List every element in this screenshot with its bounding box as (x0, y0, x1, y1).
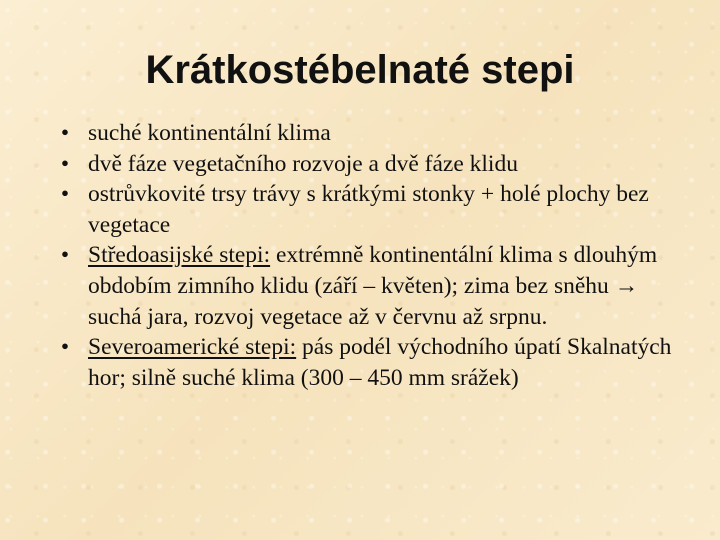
bullet-dot: • (60, 334, 70, 361)
bullet-item (56, 332, 676, 393)
bullet-text: pás podél východního úpatí Skalnatých hor; silně suché klima (300 – 450 mm srážek) (88, 334, 672, 391)
bullet-dot: • (60, 150, 70, 177)
slide-title: Krátkostébelnaté stepi (145, 48, 575, 92)
bullet-lead-underlined: Severoamerické stepi: (88, 334, 297, 361)
bullet-text: extrémně kontinentální klima s dlouhým obdobím zimního klidu (září – květen); zima bez sněhu → suchá jara, rozvoj vegetace až v červnu až srpnu. (88, 242, 658, 330)
bullet-dot: • (60, 242, 70, 269)
bullet-text: ostrůvkovité trsy trávy s krátkými stonky + holé plochy bez vegetace (88, 181, 649, 238)
bullet-lead-underlined: Středoasijské stepi: (88, 242, 271, 269)
bullet-text: suché kontinentální klima (88, 120, 331, 146)
bullet-item (56, 118, 676, 149)
bullet-item (56, 149, 676, 180)
bullet-item (56, 179, 676, 240)
bullet-dot: • (60, 181, 70, 208)
bullet-dot: • (60, 120, 70, 146)
bullet-list (56, 118, 676, 393)
bullet-item (56, 240, 676, 332)
bullet-text: dvě fáze vegetačního rozvoje a dvě fáze klidu (88, 150, 518, 177)
